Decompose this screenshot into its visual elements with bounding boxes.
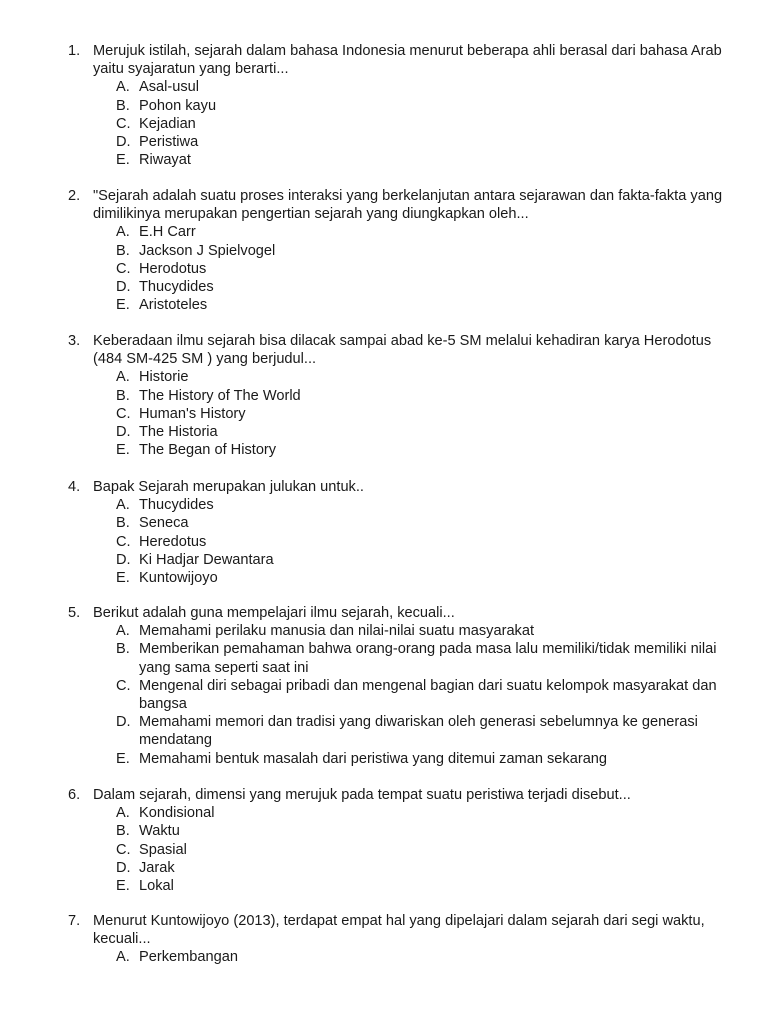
option-c: [0, 533, 768, 551]
option-c: [0, 260, 768, 278]
option-text: Memberikan pemahaman bahwa orang-orang pada masa lalu memiliki/tidak memiliki nilai yang sama seperti saat ini: [139, 641, 717, 676]
option-letter: D.: [116, 424, 131, 441]
question-stem: [0, 604, 768, 622]
option-e: [0, 750, 768, 768]
question-1: [0, 42, 768, 169]
option-letter: A.: [116, 805, 130, 822]
option-a: [0, 948, 768, 966]
option-text: Jarak: [139, 859, 175, 876]
option-text: The Began of History: [139, 442, 277, 459]
option-letter: B.: [116, 515, 130, 532]
option-letter: B.: [116, 97, 130, 114]
option-text: Thucydides: [139, 497, 214, 514]
option-text: Asal-usul: [139, 79, 200, 96]
option-a: [0, 223, 768, 241]
option-a: [0, 496, 768, 514]
option-letter: C.: [116, 405, 131, 422]
option-d: [0, 278, 768, 296]
question-2: [0, 187, 768, 314]
option-letter: E.: [116, 878, 130, 895]
question-text: Berikut adalah guna mempelajari ilmu sejarah, kecuali...: [93, 605, 455, 621]
option-d: [0, 133, 768, 151]
question-number: 1.: [68, 43, 81, 59]
option-letter: E.: [116, 750, 130, 767]
option-letter: D.: [116, 134, 131, 151]
option-text: Kejadian: [139, 115, 196, 132]
option-d: [0, 859, 768, 877]
option-text: E.H Carr: [139, 224, 196, 241]
option-text: Spasial: [139, 841, 187, 858]
question-text: Merujuk istilah, sejarah dalam bahasa Indonesia menurut beberapa ahli berasal dari bahasa Arab yaitu syajaratun yang berarti...: [93, 43, 722, 78]
option-text: Waktu: [139, 823, 180, 840]
option-c: [0, 405, 768, 423]
option-text: The Historia: [139, 424, 218, 441]
option-e: [0, 877, 768, 895]
option-letter: D.: [116, 279, 131, 296]
option-letter: A.: [116, 369, 130, 386]
question-number: 3.: [68, 333, 81, 349]
option-letter: B.: [116, 823, 130, 840]
option-text: Memahami perilaku manusia dan nilai-nilai suatu masyarakat: [139, 623, 535, 640]
option-text: Historie: [139, 369, 189, 386]
option-e: [0, 151, 768, 169]
option-letter: C.: [116, 115, 131, 132]
option-text: Aristoteles: [139, 297, 208, 314]
option-b: [0, 514, 768, 532]
option-e: [0, 441, 768, 459]
question-number: 5.: [68, 605, 81, 621]
option-a: [0, 804, 768, 822]
option-letter: B.: [116, 641, 130, 658]
option-text: Perkembangan: [139, 949, 238, 966]
question-text: Dalam sejarah, dimensi yang merujuk pada tempat suatu peristiwa terjadi disebut...: [93, 787, 631, 803]
question-text: "Sejarah adalah suatu proses interaksi yang berkelanjutan antara sejarawan dan fakta-fakta yang dimilikinya merupakan pengertian sejarah yang diungkapkan oleh...: [93, 188, 723, 223]
option-text: Kondisional: [139, 805, 215, 822]
question-6: [0, 786, 768, 895]
option-letter: E.: [116, 570, 130, 587]
option-text: Mengenal diri sebagai pribadi dan mengenal bagian dari suatu kelompok masyarakat dan bangsa: [139, 677, 717, 713]
option-c: [0, 115, 768, 133]
question-3: [0, 332, 768, 459]
question-text: Menurut Kuntowijoyo (2013), terdapat empat hal yang dipelajari dalam sejarah dari segi waktu, kecuali...: [93, 913, 705, 948]
option-letter: C.: [116, 677, 131, 694]
option-letter: D.: [116, 551, 131, 568]
option-b: [0, 242, 768, 260]
option-letter: A.: [116, 623, 130, 640]
option-a: [0, 368, 768, 386]
option-b: [0, 97, 768, 115]
option-a: [0, 622, 768, 640]
option-letter: D.: [116, 714, 131, 731]
option-text: Thucydides: [139, 279, 214, 296]
option-d: [0, 713, 768, 749]
option-text: The History of The World: [139, 387, 301, 404]
option-letter: D.: [116, 859, 131, 876]
option-b: [0, 822, 768, 840]
option-text: Jackson J Spielvogel: [139, 242, 276, 259]
question-stem: [0, 42, 768, 78]
option-text: Memahami bentuk masalah dari peristiwa yang ditemui zaman sekarang: [139, 750, 608, 767]
question-text: Keberadaan ilmu sejarah bisa dilacak sampai abad ke-5 SM melalui kehadiran karya Herodotus (484 SM-425 SM ) yang berjudul...: [93, 333, 712, 368]
question-7: [0, 912, 768, 967]
option-b: [0, 640, 768, 676]
option-c: [0, 841, 768, 859]
option-letter: C.: [116, 841, 131, 858]
question-number: 2.: [68, 188, 81, 204]
option-letter: A.: [116, 497, 130, 514]
option-a: [0, 78, 768, 96]
option-d: [0, 423, 768, 441]
option-d: [0, 551, 768, 569]
option-letter: E.: [116, 442, 130, 459]
question-stem: [0, 187, 768, 223]
option-letter: B.: [116, 242, 130, 259]
option-letter: C.: [116, 533, 131, 550]
option-letter: C.: [116, 260, 131, 277]
question-stem: [0, 332, 768, 368]
option-text: Pohon kayu: [139, 97, 217, 114]
question-text: Bapak Sejarah merupakan julukan untuk..: [93, 479, 364, 495]
option-text: Human's History: [139, 405, 246, 422]
question-stem: [0, 786, 768, 804]
question-4: [0, 478, 768, 587]
option-letter: A.: [116, 224, 130, 241]
question-number: 6.: [68, 787, 81, 803]
option-letter: B.: [116, 387, 130, 404]
option-text: Riwayat: [139, 152, 191, 169]
option-text: Heredotus: [139, 533, 207, 550]
question-stem: [0, 478, 768, 496]
option-text: Lokal: [139, 878, 174, 895]
option-e: [0, 296, 768, 314]
question-5: [0, 604, 768, 768]
option-letter: E.: [116, 297, 130, 314]
option-text: Kuntowijoyo: [139, 570, 218, 587]
option-text: Herodotus: [139, 260, 207, 277]
option-c: [0, 677, 768, 713]
option-text: Seneca: [139, 515, 189, 532]
option-letter: A.: [116, 79, 130, 96]
option-b: [0, 387, 768, 405]
option-text: Ki Hadjar Dewantara: [139, 551, 274, 568]
option-letter: E.: [116, 152, 130, 169]
option-e: [0, 569, 768, 587]
option-letter: A.: [116, 949, 130, 966]
option-text: Memahami memori dan tradisi yang diwariskan oleh generasi sebelumnya ke generasi mendatang: [139, 714, 698, 749]
question-number: 7.: [68, 913, 81, 929]
question-stem: [0, 912, 768, 948]
option-text: Peristiwa: [139, 134, 199, 151]
question-number: 4.: [68, 479, 81, 495]
